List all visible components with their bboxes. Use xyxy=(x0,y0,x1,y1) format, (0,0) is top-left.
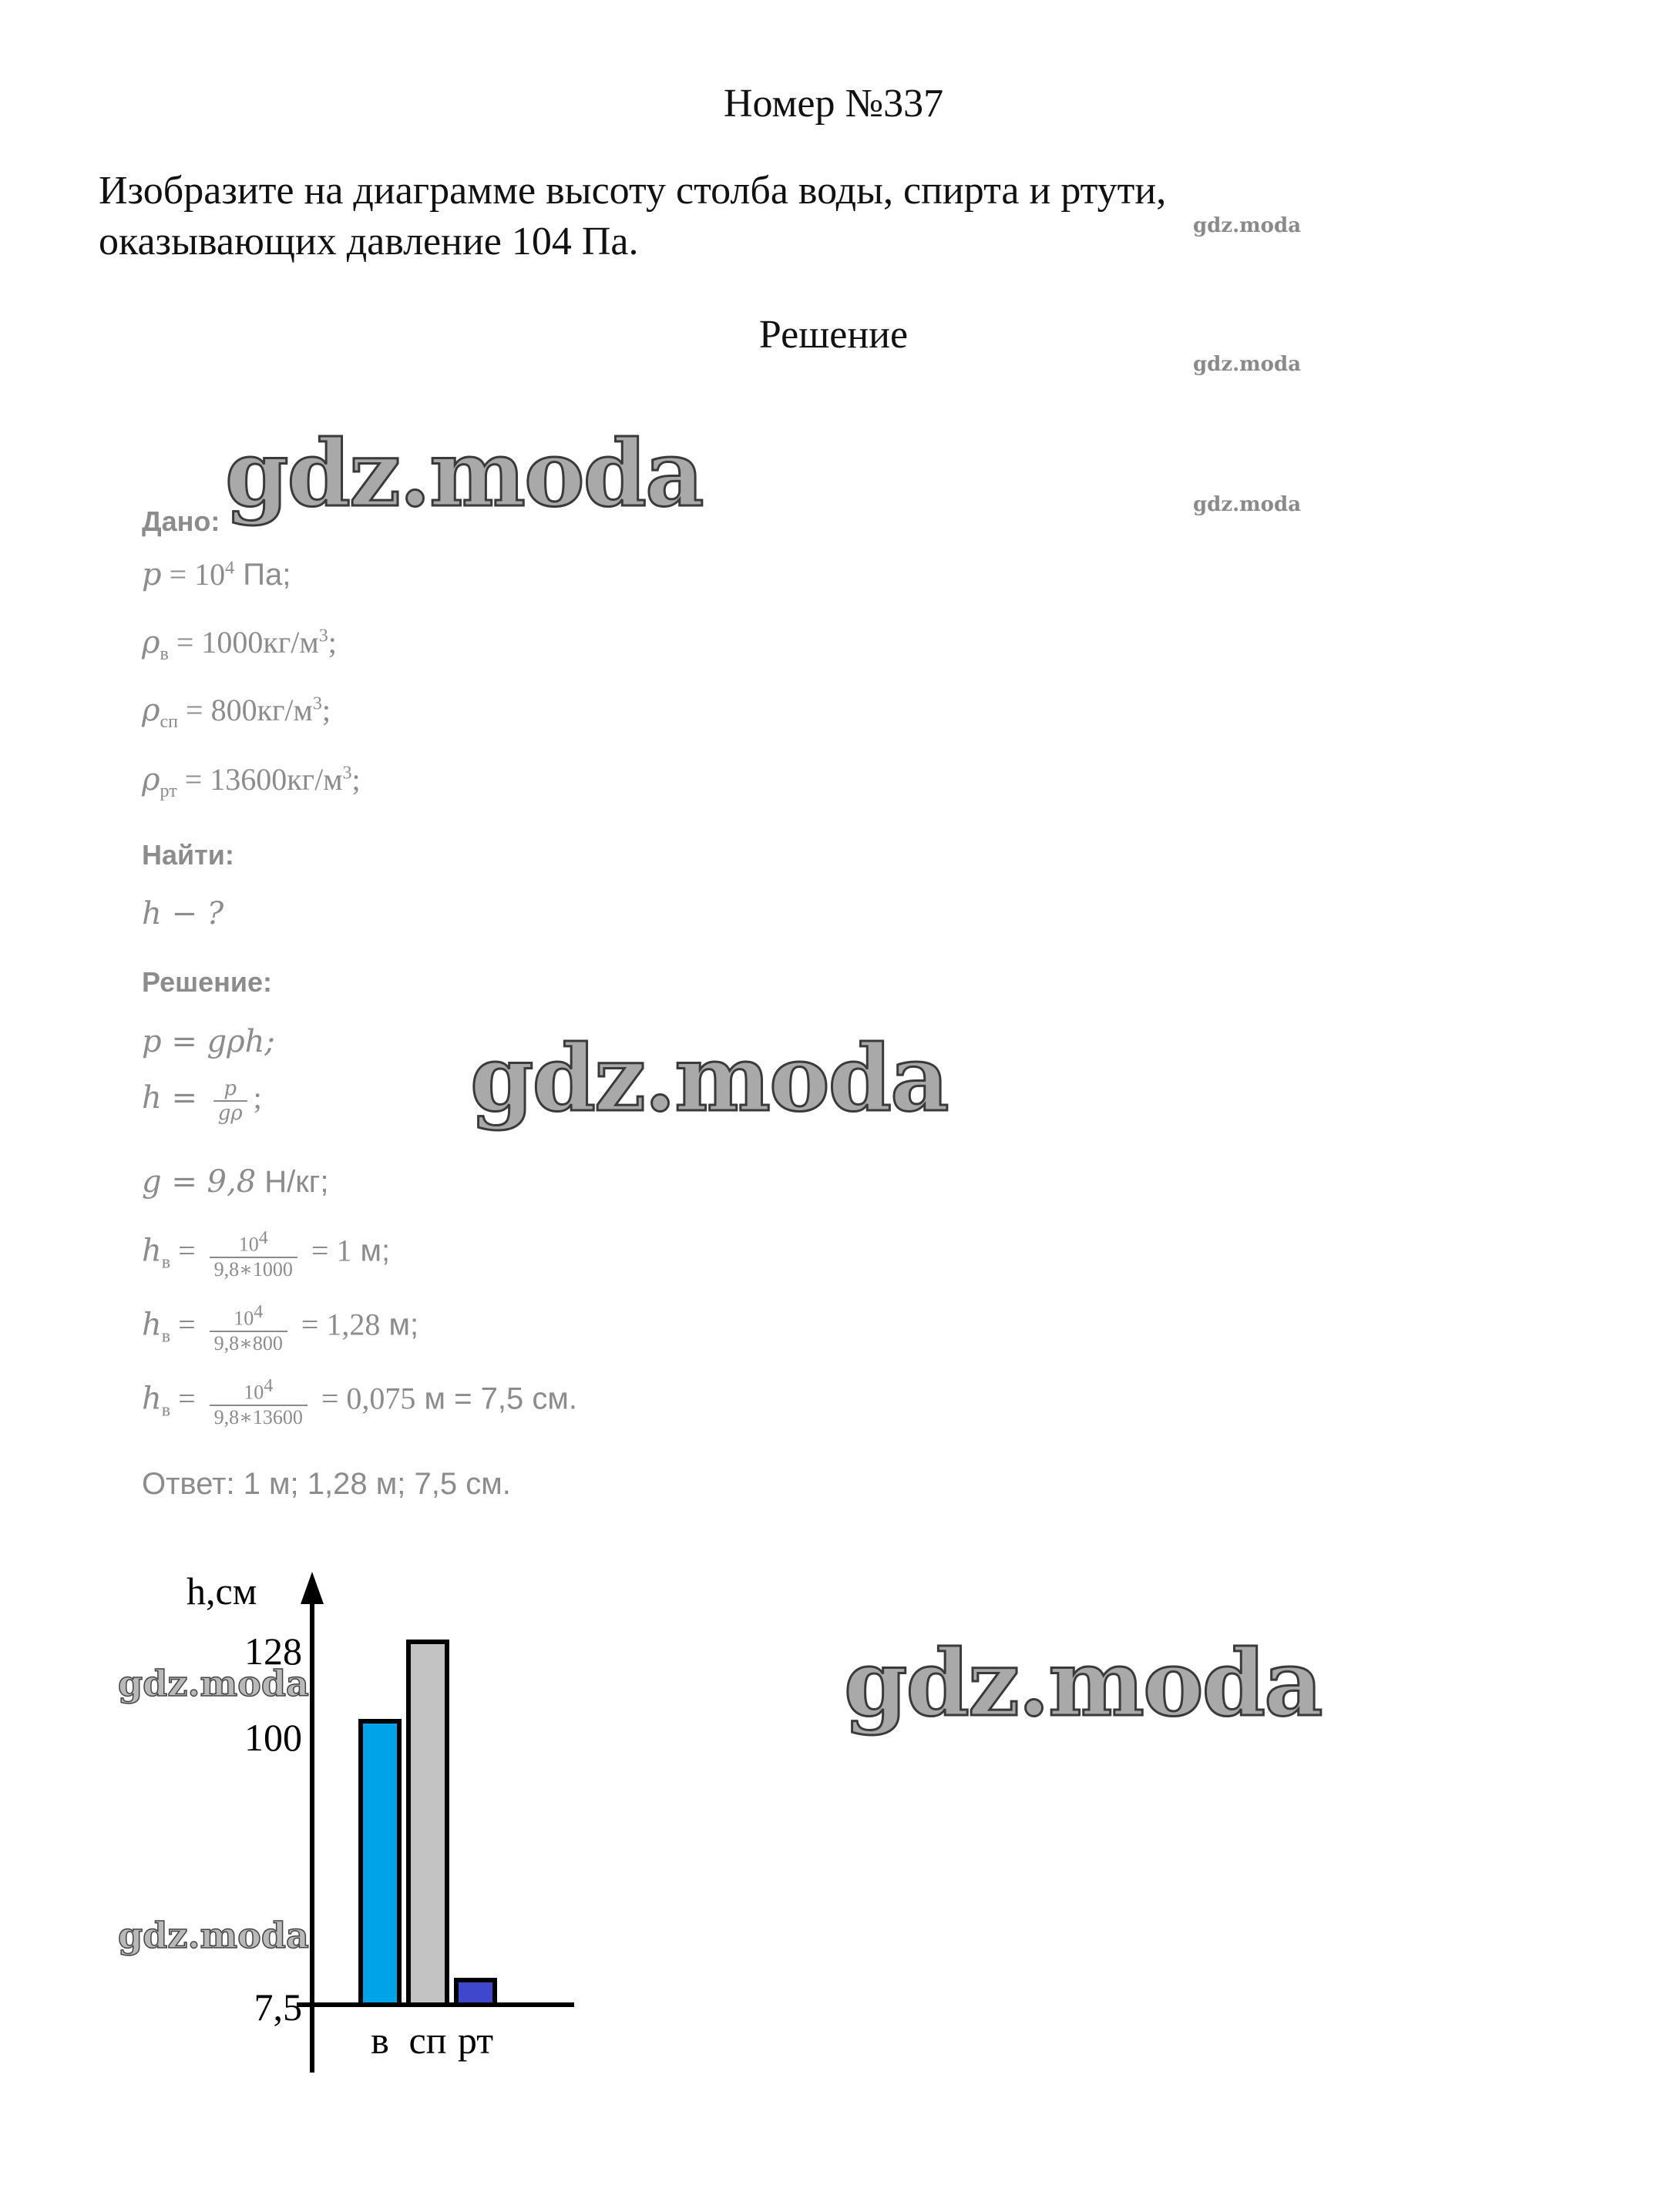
y-tick-label-2: 7,5 xyxy=(254,1985,302,2029)
watermark-large-3: gdz.moda xyxy=(844,1630,1322,1737)
watermark-large-1: gdz.moda xyxy=(225,420,703,527)
problem-line-1: Изобразите на диаграмме высоту столба воды, спирта и ртути, xyxy=(99,169,1167,213)
y-axis-arrow-icon xyxy=(301,1572,324,1604)
given-density-alcohol: $\rho_{сп} = 800кг/м^3$; xyxy=(142,693,331,732)
x-tick-label-1: сп xyxy=(408,2019,447,2062)
problem-line-2: оказывающих давление 104 Па. xyxy=(99,220,639,263)
x-tick-label-2: рт xyxy=(457,2019,494,2062)
given-density-mercury: $\rho_{рт} = 13600кг/м^3$; xyxy=(142,762,361,801)
watermark-large-2: gdz.moda xyxy=(470,1025,948,1132)
watermark-chart-1: gdz.moda xyxy=(118,1663,309,1704)
given-pressure: $p = 10^4$ Па; xyxy=(142,557,291,592)
x-tick-label-0: в xyxy=(371,2019,389,2062)
y-tick-label-0: 128 xyxy=(244,1630,302,1673)
watermark-small-3: gdz.moda xyxy=(1193,493,1302,516)
watermark-small-1: gdz.moda xyxy=(1193,214,1302,237)
answer: Ответ: 1 м; 1,28 м; 7,5 см. xyxy=(142,1467,511,1501)
solution-label: Решение: xyxy=(142,966,273,998)
formula-pressure: p = gρh; xyxy=(142,1024,275,1059)
y-tick-label-1: 100 xyxy=(244,1716,302,1759)
find-label: Найти: xyxy=(142,839,234,871)
bar-0 xyxy=(361,1721,399,2005)
bar-2 xyxy=(456,1980,495,2005)
find-expression: h − ? xyxy=(142,896,224,931)
y-axis-label: h,см xyxy=(187,1569,257,1613)
watermark-chart-2: gdz.moda xyxy=(118,1915,309,1956)
calc-water: $h_в$ = $\frac{10^4}{9,8∗1000}$ = 1 м; xyxy=(142,1228,391,1281)
formula-height: h = $\frac{p}{g\rho}$ ; xyxy=(142,1077,262,1125)
watermark-small-2: gdz.moda xyxy=(1193,353,1302,376)
page-title: Номер №337 xyxy=(723,82,944,126)
calc-alcohol: $h_в$ = $\frac{10^4}{9,8∗800}$ = 1,28 м; xyxy=(142,1302,419,1354)
calc-mercury: $h_в$ = $\frac{10^4}{9,8∗13600}$ = 0,075 м = 7,5 см. xyxy=(142,1376,577,1428)
gravity-value: g = 9,8 Н/кг; xyxy=(142,1164,329,1200)
bar-1 xyxy=(408,1642,447,2005)
given-label: Дано: xyxy=(142,505,220,537)
solution-heading: Решение xyxy=(758,313,909,357)
given-density-water: $\rho_в = 1000кг/м^3$; xyxy=(142,625,337,664)
